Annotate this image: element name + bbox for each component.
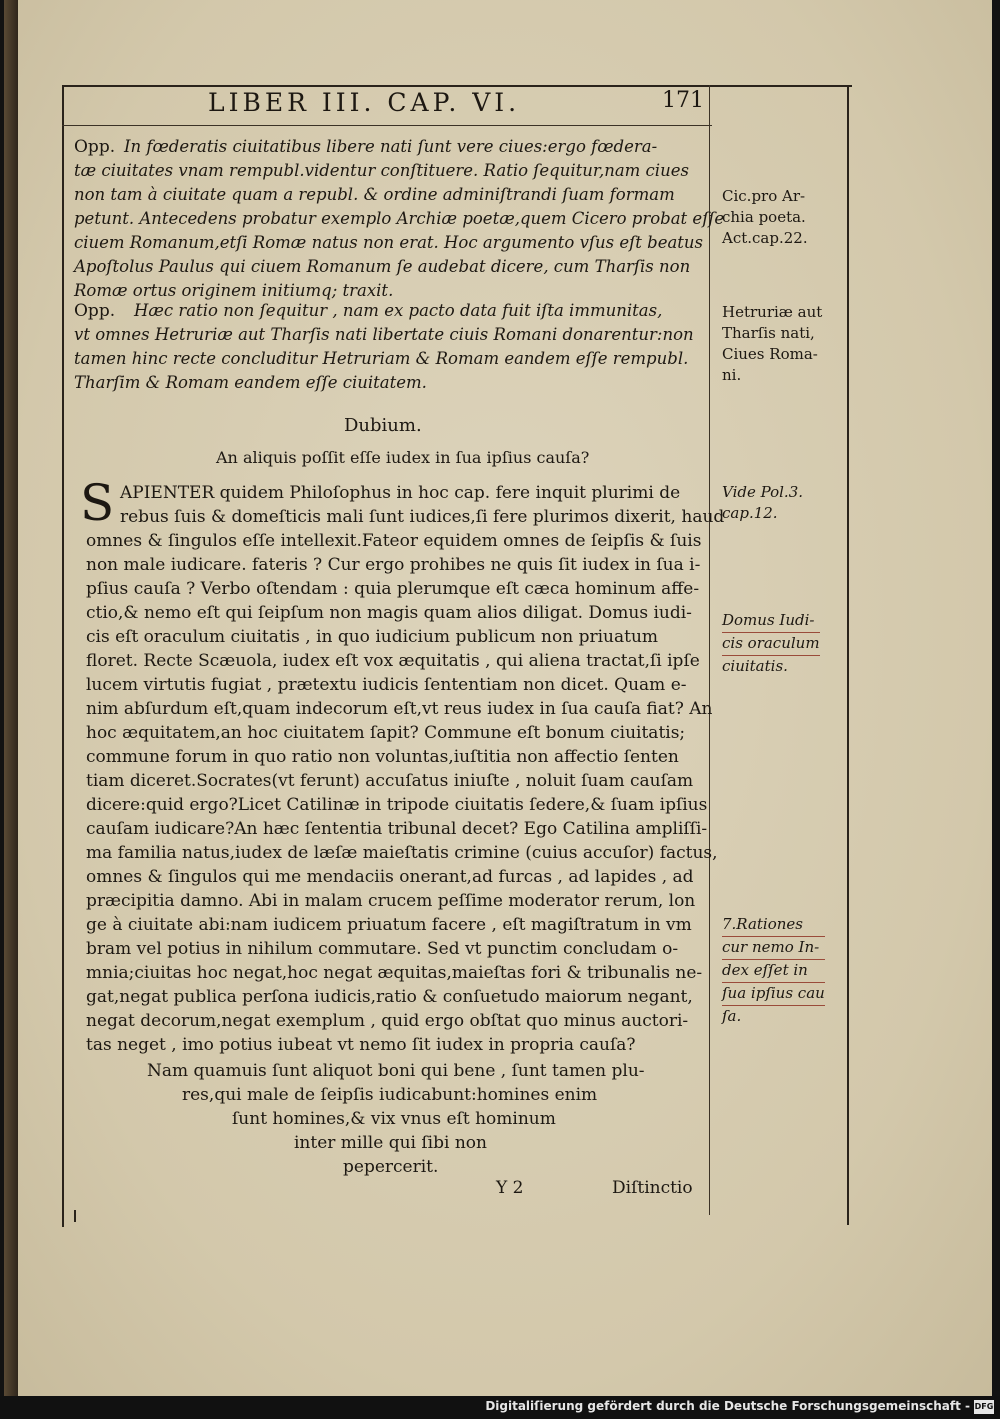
body-line: cauſam iudicare?An hæc ſententia tribunal decet? Ego Catilina ampliſſi- [86, 819, 708, 839]
objection-line: vt omnes Hetruriæ aut Tharſis nati libertate ciuis Romani donarentur:non [74, 325, 694, 344]
objection-line: petunt. Antecedens probatur exemplo Archiæ poetæ,quem Cicero probat eſſe [74, 209, 725, 228]
margin-note-cicero: Cic.pro Ar- chia poeta. Act.cap.22. [722, 187, 808, 247]
body-line: floret. Recte Scæuola, iudex eſt vox æquitatis , qui aliena tractat,ſi ipſe [86, 651, 700, 671]
objection-line: non tam à ciuitate quam a republ. & ordine adminiſtrandi ſuam formam [74, 185, 675, 204]
body-line: hoc æquitatem,an hoc ciuitatem ſapit? Commune eſt bonum ciuitatis; [86, 723, 686, 743]
objection-line: Apoſtolus Paulus qui ciuem Romanum ſe audebat dicere, cum Tharſis non [74, 257, 691, 276]
body-line: nim abſurdum eſt,quam indecorum eſt,vt reus iudex in ſua cauſa fiat? An [86, 699, 713, 719]
objection-line: tamen hinc recte concluditur Hetruriam & Romam eandem eſſe rempubl. [74, 349, 689, 368]
margin-divider [709, 85, 710, 1215]
body-line: ctio,& nemo eſt qui ſeipſum non magis quam alios diligat. Domus iudi- [86, 603, 692, 623]
body-line: tiam diceret.Socrates(vt ferunt) accuſatus iniuſte , noluit ſuam cauſam [86, 771, 694, 791]
page-frame-right [847, 85, 849, 1225]
margin-note-hetruria: Hetruriæ aut Tharſis nati, Ciues Roma- ni. [722, 303, 823, 384]
header-rule [62, 125, 712, 126]
body-line: negat decorum,negat exemplum , quid ergo obſtat quo minus auctori- [86, 1011, 689, 1031]
body-line: lucem virtutis fugiat , prætextu iudicis ſententiam non dicet. Quam e- [86, 675, 687, 695]
closing-line: ſunt homines,& vix vnus eſt hominum [232, 1109, 556, 1129]
body-line: ma familia natus,iudex de læſæ maieſtatis crimine (cuius accuſor) factus, [86, 843, 718, 863]
margin-note-rationes: 7.Rationes cur nemo In- dex eſſet in ſua ipſius cau ſa. [722, 915, 825, 1025]
closing-line: inter mille qui ſibi non [294, 1133, 487, 1153]
dfg-logo-icon: DFG [974, 1400, 994, 1414]
body-line: ge à ciuitate abi:nam iudicem priuatum facere , eſt magiſtratum in vm [86, 915, 692, 935]
objection-line: Romæ ortus originem initiumq; traxit. [74, 281, 394, 300]
body-line: gat,negat publica perſona iudicis,ratio & conſuetudo maiorum negant, [86, 987, 693, 1007]
body-line: omnes & ſingulos eſſe intellexit.Fateor equidem omnes de ſeipſis & ſuis [86, 531, 702, 551]
body-line: APIENTER quidem Philoſophus in hoc cap. fere inquit plurimi de [120, 483, 681, 503]
margin-note-vide-pol: Vide Pol.3. cap.12. [722, 483, 804, 522]
body-line: cis eſt oraculum ciuitatis , in quo iudicium publicum non priuatum [86, 627, 659, 647]
body-line: dicere:quid ergo?Licet Catilinæ in tripode ciuitatis ſedere,& ſuam ipſius [86, 795, 708, 815]
body-line: præcipitia damno. Abi in malam crucem peſſime moderator rerum, lon [86, 891, 696, 911]
body-line: omnes & ſingulos qui me mendaciis onerant,ad furcas , ad lapides , ad [86, 867, 694, 887]
body-line: rebus ſuis & domeſticis mali ſunt iudices,ſi fere plurimos dixerit, haud [120, 507, 725, 527]
footer-bar [0, 1396, 1000, 1419]
body-line: commune forum in quo ratio non voluntas,iuſtitia non affectio ſenten [86, 747, 679, 767]
margin-note-domus-iudicis: Domus Iudi- cis oraculum ciuitatis. [722, 611, 820, 675]
signature-mark: Y 2 [496, 1178, 524, 1198]
book-page [4, 0, 992, 1396]
running-head: LIBER III. CAP. VI. [208, 88, 521, 117]
objection-line: tæ ciuitates vnam rempubl.videntur conſtituere. Ratio ſequitur,nam ciues [74, 161, 689, 180]
body-line: non male iudicare. fateris ? Cur ergo prohibes ne quis ſit iudex in ſua i- [86, 555, 701, 575]
closing-line: res,qui male de ſeipſis iudicabunt:homines enim [182, 1085, 598, 1105]
closing-line: Nam quamuis ſunt aliquot boni qui bene , ſunt tamen plu- [147, 1061, 645, 1081]
book-spine [4, 0, 18, 1396]
objection-line: Tharſim & Romam eandem eſſe ciuitatem. [74, 373, 427, 392]
page-number: 171 [662, 88, 704, 113]
objection-line: Hæc ratio non ſequitur , nam ex pacto data fuit iſta immunitas, [134, 301, 663, 320]
objection-label: Opp. [74, 137, 116, 157]
objection-line: ciuem Romanum,etſi Romæ natus non erat. Hoc argumento vſus eſt beatus [74, 233, 704, 252]
body-line: bram vel potius in nihilum commutare. Sed vt punctim concludam o- [86, 939, 679, 959]
body-line: mnia;ciuitas hoc negat,hoc negat æquitas,maieſtas fori & tribunalis ne- [86, 963, 703, 983]
page-mark [74, 1210, 76, 1222]
objection-line: In fœderatis ciuitatibus libere nati ſunt vere ciues:ergo fœdera- [124, 137, 658, 156]
footer-credit: Digitaliſierung gefördert durch die Deutsche Forschungsgemeinschaft - [485, 1399, 970, 1413]
catchword: Diſtinctio [612, 1178, 693, 1198]
drop-cap: S [80, 474, 115, 532]
body-line: pſius cauſa ? Verbo oſtendam : quia plerumque eſt cæca hominum affe- [86, 579, 700, 599]
body-line: tas neget , imo potius iubeat vt nemo ſit iudex in propria cauſa? [86, 1035, 636, 1055]
objection-label: Opp. [74, 301, 116, 321]
section-heading: Dubium. [344, 415, 422, 436]
section-question: An aliquis poſſit eſſe iudex in ſua ipſius cauſa? [216, 448, 590, 467]
closing-line: pepercerit. [343, 1157, 439, 1177]
